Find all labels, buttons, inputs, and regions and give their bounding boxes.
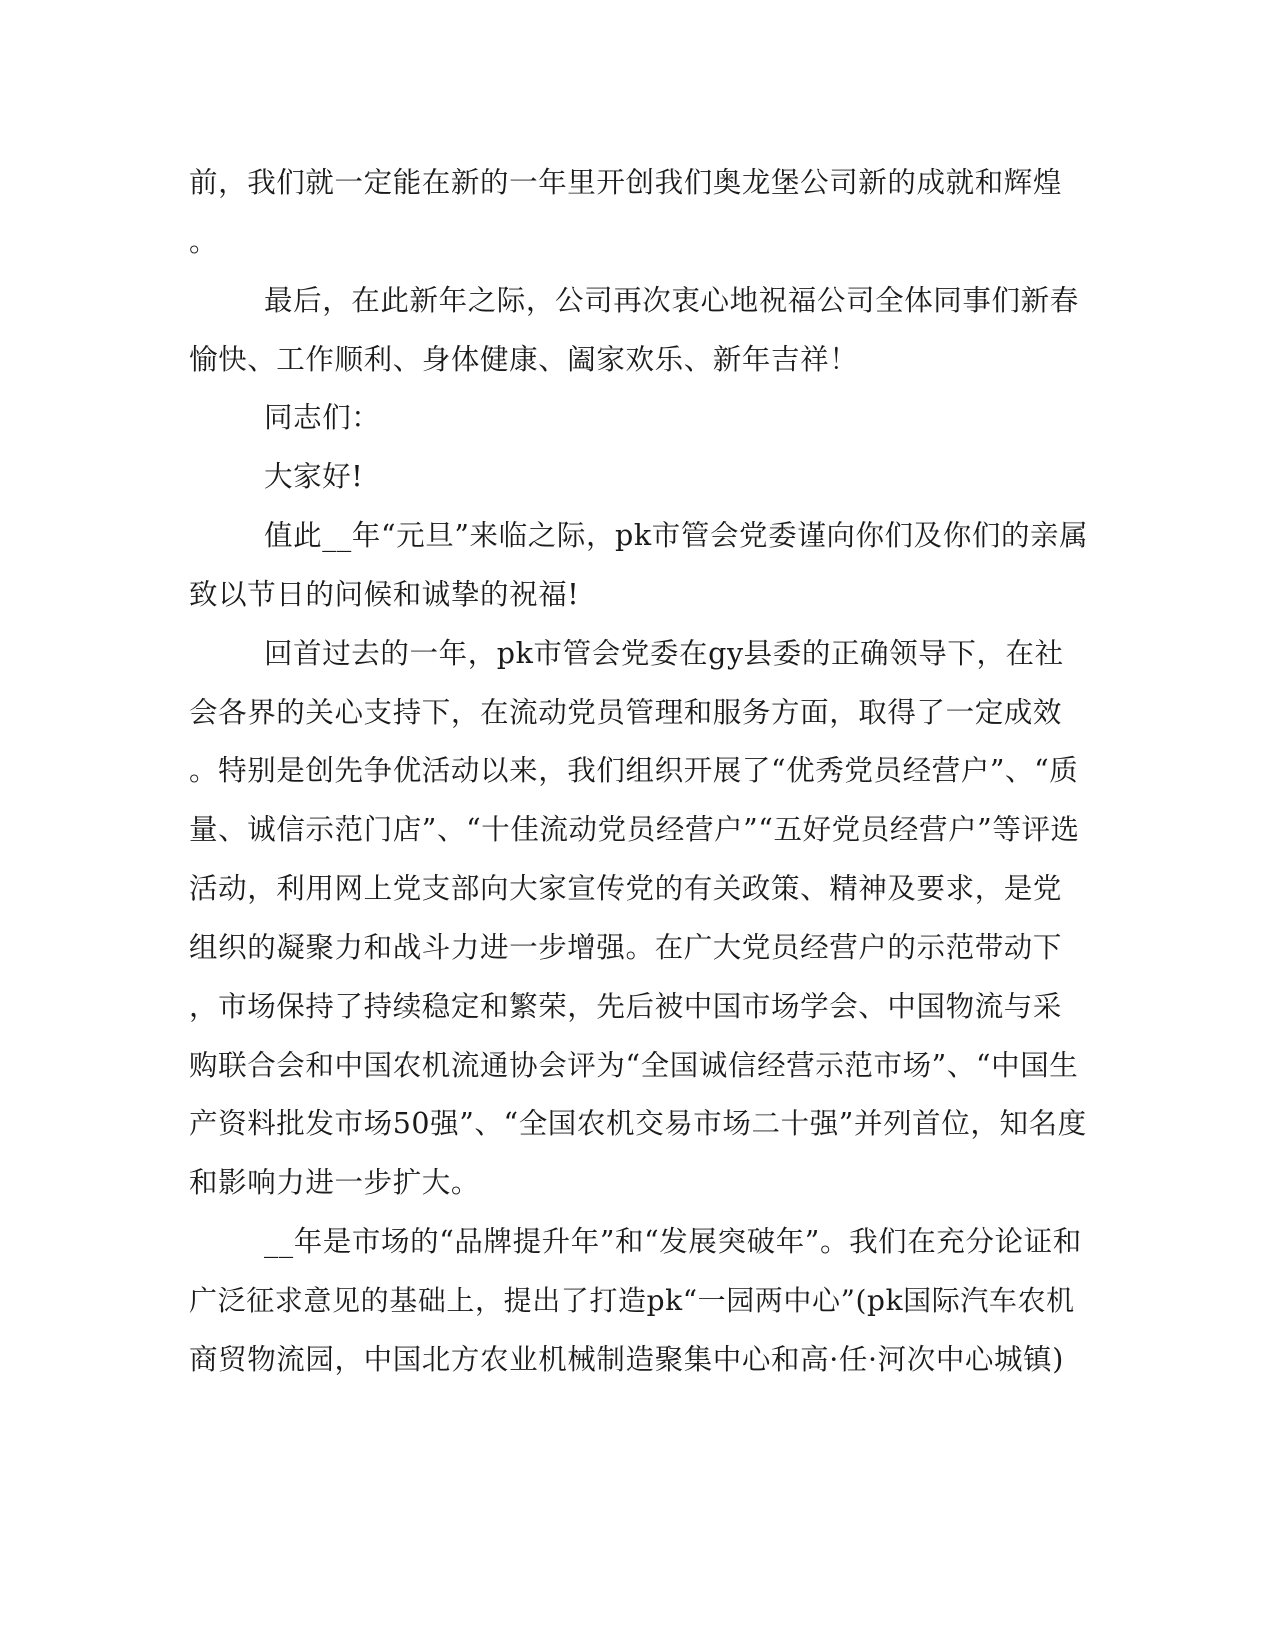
text-line-12: 量、诚信示范门店”、“十佳流动党员经营户”“五好党员经营户”等评选 — [189, 813, 1080, 846]
text-line-13: 活动，利用网上党支部向大家宣传党的有关政策、精神及要求，是党 — [189, 872, 1063, 905]
text-line-6: 大家好! — [264, 460, 364, 493]
text-line-5: 同志们： — [264, 401, 381, 434]
text-line-19: __年是市场的“品牌提升年”和“发展突破年”。我们在充分论证和 — [264, 1225, 1082, 1258]
text-line-4: 愉快、工作顺利、身体健康、阖家欢乐、新年吉祥！ — [189, 343, 859, 376]
text-line-14: 组织的凝聚力和战斗力进一步增强。在广大党员经营户的示范带动下 — [189, 931, 1063, 964]
text-line-17: 产资料批发市场50强”、“全国农机交易市场二十强”并列首位，知名度 — [189, 1107, 1087, 1140]
text-line-18: 和影响力进一步扩大。 — [189, 1166, 481, 1199]
text-line-9: 回首过去的一年，pk市管会党委在gy县委的正确领导下，在社 — [264, 637, 1064, 670]
text-line-2: 。 — [189, 225, 219, 258]
text-line-16: 购联合会和中国农机流通协会评为“全国诚信经营示范市场”、“中国生 — [189, 1049, 1079, 1082]
text-line-7: 值此__年“元旦”来临之际，pk市管会党委谨向你们及你们的亲属 — [264, 519, 1089, 552]
text-line-8: 致以节日的问候和诚挚的祝福! — [189, 578, 580, 611]
text-line-20: 广泛征求意见的基础上，提出了打造pk“一园两中心”(pk国际汽车农机 — [189, 1284, 1075, 1317]
text-line-10: 会各界的关心支持下，在流动党员管理和服务方面，取得了一定成效 — [189, 696, 1063, 729]
text-line-11: 。特别是创先争优活动以来，我们组织开展了“优秀党员经营户”、“质 — [189, 754, 1079, 787]
text-line-21: 商贸物流园，中国北方农业机械制造聚集中心和高·任·河次中心城镇) — [189, 1343, 1064, 1376]
text-line-3: 最后，在此新年之际，公司再次衷心地祝福公司全体同事们新春 — [264, 284, 1079, 317]
text-line-15: ，市场保持了持续稳定和繁荣，先后被中国市场学会、中国物流与采 — [189, 990, 1063, 1023]
text-line-1: 前，我们就一定能在新的一年里开创我们奥龙堡公司新的成就和辉煌 — [189, 166, 1063, 199]
